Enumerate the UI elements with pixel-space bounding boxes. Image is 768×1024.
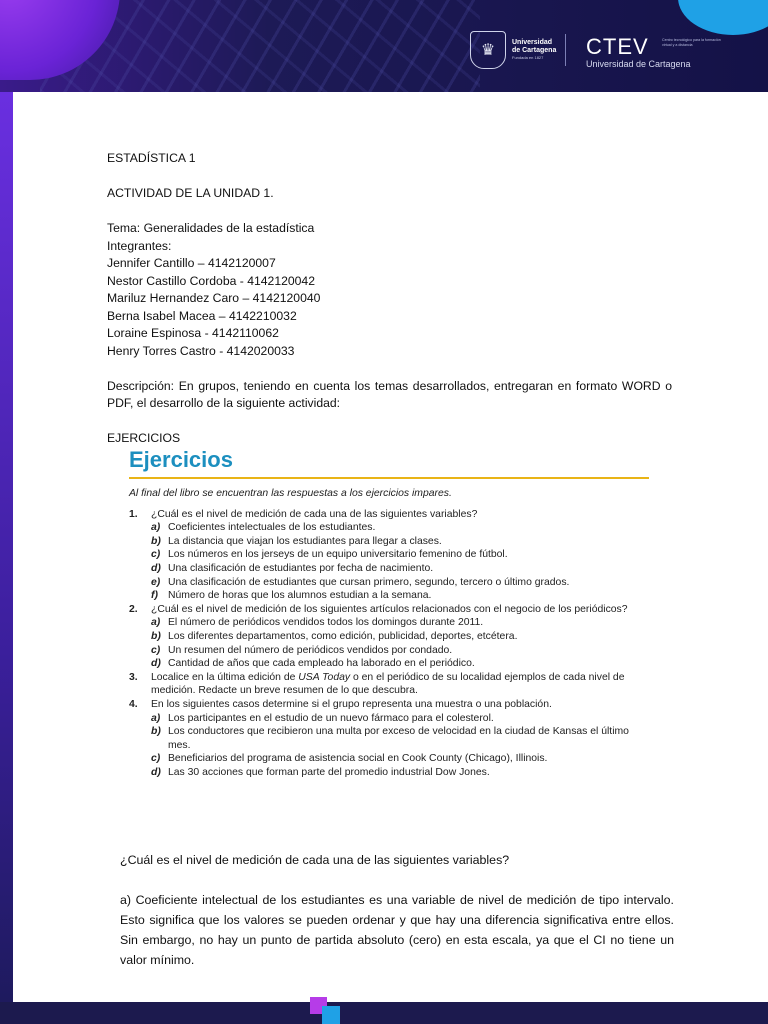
exercises-intro: Al final del libro se encuentran las respuestas a los ejercicios impares. — [129, 488, 452, 499]
question-text-part: Localice en la última edición de — [151, 671, 299, 683]
left-decorative-strip — [0, 92, 13, 1024]
ctev-wordmark: CTEV — [586, 34, 649, 59]
answer-question: ¿Cuál es el nivel de medición de cada una de las siguientes variables? — [120, 853, 510, 867]
university-name-line1: Universidad — [512, 39, 553, 46]
option-item — [129, 752, 649, 766]
university-name — [512, 39, 556, 61]
option-item — [129, 616, 649, 630]
option-text: Coeficientes intelectuales de los estudiantes. — [168, 522, 376, 534]
option-letter: c) — [151, 644, 161, 656]
option-text: La distancia que viajan los estudiantes para llegar a clases. — [168, 535, 442, 547]
option-item — [129, 535, 649, 549]
option-text: Los participantes en el estudio de un nuevo fármaco para el colesterol. — [168, 712, 494, 724]
option-text: El número de periódicos vendidos todos los domingos durante 2011. — [168, 617, 484, 629]
option-item — [129, 562, 649, 576]
option-letter: c) — [151, 753, 161, 765]
exercises-label: EJERCICIOS — [107, 431, 181, 445]
question-text-part: o en el periódico de su localidad ejemplos de cada nivel de medición. Redacte un breve resumen de lo que descubra. — [151, 671, 625, 697]
document-header-block — [107, 150, 672, 448]
answer-section — [120, 850, 674, 970]
option-text: Cantidad de años que cada empleado ha laborado en el periódico. — [168, 658, 475, 670]
question-3 — [129, 671, 649, 698]
option-letter: e) — [151, 576, 161, 588]
question-1 — [129, 508, 649, 522]
question-text: En los siguientes casos determine si el grupo representa una muestra o una población. — [151, 698, 552, 710]
option-letter: c) — [151, 549, 161, 561]
option-item — [129, 766, 649, 780]
option-letter: d) — [151, 766, 161, 778]
ctev-tagline: Centro tecnológico para la formación virtual y a distancia — [662, 38, 721, 47]
option-item — [129, 712, 649, 726]
option-letter: d) — [151, 658, 161, 670]
member-5: Loraine Espinosa - 4142110062 — [107, 326, 279, 340]
option-text: Una clasificación de estudiantes por fecha de nacimiento. — [168, 562, 434, 574]
option-item — [129, 548, 649, 562]
option-text: Las 30 acciones que forman parte del promedio industrial Dow Jones. — [168, 766, 490, 778]
option-text: Los diferentes departamentos, como edición, publicidad, deportes, etcétera. — [168, 630, 518, 642]
activity-title: ACTIVIDAD DE LA UNIDAD 1. — [107, 186, 274, 200]
question-number: 3. — [129, 671, 138, 683]
question-text-italic: USA Today — [298, 671, 351, 683]
question-text — [151, 671, 649, 698]
exercises-image — [129, 448, 649, 779]
option-text: Un resumen del número de periódicos vendidos por condado. — [168, 644, 453, 656]
option-letter: a) — [151, 522, 161, 534]
option-text: Número de horas que los alumnos estudian a la semana. — [168, 590, 432, 602]
option-letter: b) — [151, 726, 161, 738]
description-paragraph: Descripción: En grupos, teniendo en cuenta los temas desarrollados, entregaran en formato WORD o PDF, el desarrollo de la siguiente actividad: — [107, 378, 672, 410]
university-crest-icon: ♛ — [470, 31, 506, 69]
member-6: Henry Torres Castro - 4142020033 — [107, 343, 295, 358]
option-item — [129, 630, 649, 644]
question-number: 2. — [129, 603, 138, 615]
option-item — [129, 657, 649, 671]
topic-line: Tema: Generalidades de la estadística — [107, 221, 315, 235]
university-name-line2: de Cartagena — [512, 47, 557, 54]
header-banner — [0, 0, 768, 92]
universidad-de-cartagena-logo — [470, 31, 556, 69]
option-letter: a) — [151, 617, 161, 629]
exercises-title: Ejercicios — [129, 447, 233, 472]
option-letter: a) — [151, 712, 161, 724]
member-2: Nestor Castillo Cordoba - 4142120042 — [107, 273, 315, 288]
question-text: ¿Cuál es el nivel de medición de cada una de las siguientes variables? — [151, 508, 478, 520]
answer-paragraph: a) Coeficiente intelectual de los estudiantes es una variable de nivel de medición de tipo intervalo. Esto significa que los valores se pueden ordenar y que hay una diferencia significativa entre ellos. Sin embargo, no hay un punto de partida absoluto (cero) en esta escala, ya que el CI no tiene un valor mínimo. — [120, 893, 674, 967]
blue-square-decoration — [322, 1006, 340, 1024]
option-text: Beneficiarios del programa de asistencia social en Cook County (Chicago), Illinois. — [168, 753, 548, 765]
question-text: ¿Cuál es el nivel de medición de los siguientes artículos relacionados con el negocio de los periódicos? — [151, 603, 628, 615]
option-item — [129, 521, 649, 535]
option-text: Los conductores que recibieron una multa por exceso de velocidad en la ciudad de Kansas el último mes. — [168, 726, 629, 751]
option-letter: f) — [151, 590, 158, 602]
option-text: Una clasificación de estudiantes que cursan primero, segundo, tercero o último grados. — [168, 576, 570, 588]
ctev-logo — [586, 34, 721, 69]
member-4: Berna Isabel Macea – 4142210032 — [107, 308, 297, 323]
option-item — [129, 725, 649, 752]
option-letter: b) — [151, 630, 161, 642]
members-label: Integrantes: — [107, 238, 172, 253]
footer-band — [0, 1002, 768, 1024]
course-title: ESTADÍSTICA 1 — [107, 151, 196, 165]
option-item — [129, 589, 649, 603]
exercises-title-rule — [129, 477, 649, 479]
question-2 — [129, 603, 649, 617]
member-1: Jennifer Cantillo – 4142120007 — [107, 256, 276, 270]
university-subtitle: Fundada en 1827 — [512, 55, 544, 60]
option-item — [129, 576, 649, 590]
ctev-subtitle: Universidad de Cartagena — [586, 59, 691, 69]
option-text: Los números en los jerseys de un equipo universitario femenino de fútbol. — [168, 549, 508, 561]
blue-arc-decoration — [678, 0, 768, 35]
option-item — [129, 644, 649, 658]
option-letter: b) — [151, 535, 161, 547]
document-page — [13, 92, 768, 1002]
option-letter: d) — [151, 562, 161, 574]
question-number: 1. — [129, 508, 138, 520]
logo-divider — [565, 34, 566, 66]
question-4 — [129, 698, 649, 712]
question-number: 4. — [129, 698, 138, 710]
member-3: Mariluz Hernandez Caro – 4142120040 — [107, 291, 321, 305]
